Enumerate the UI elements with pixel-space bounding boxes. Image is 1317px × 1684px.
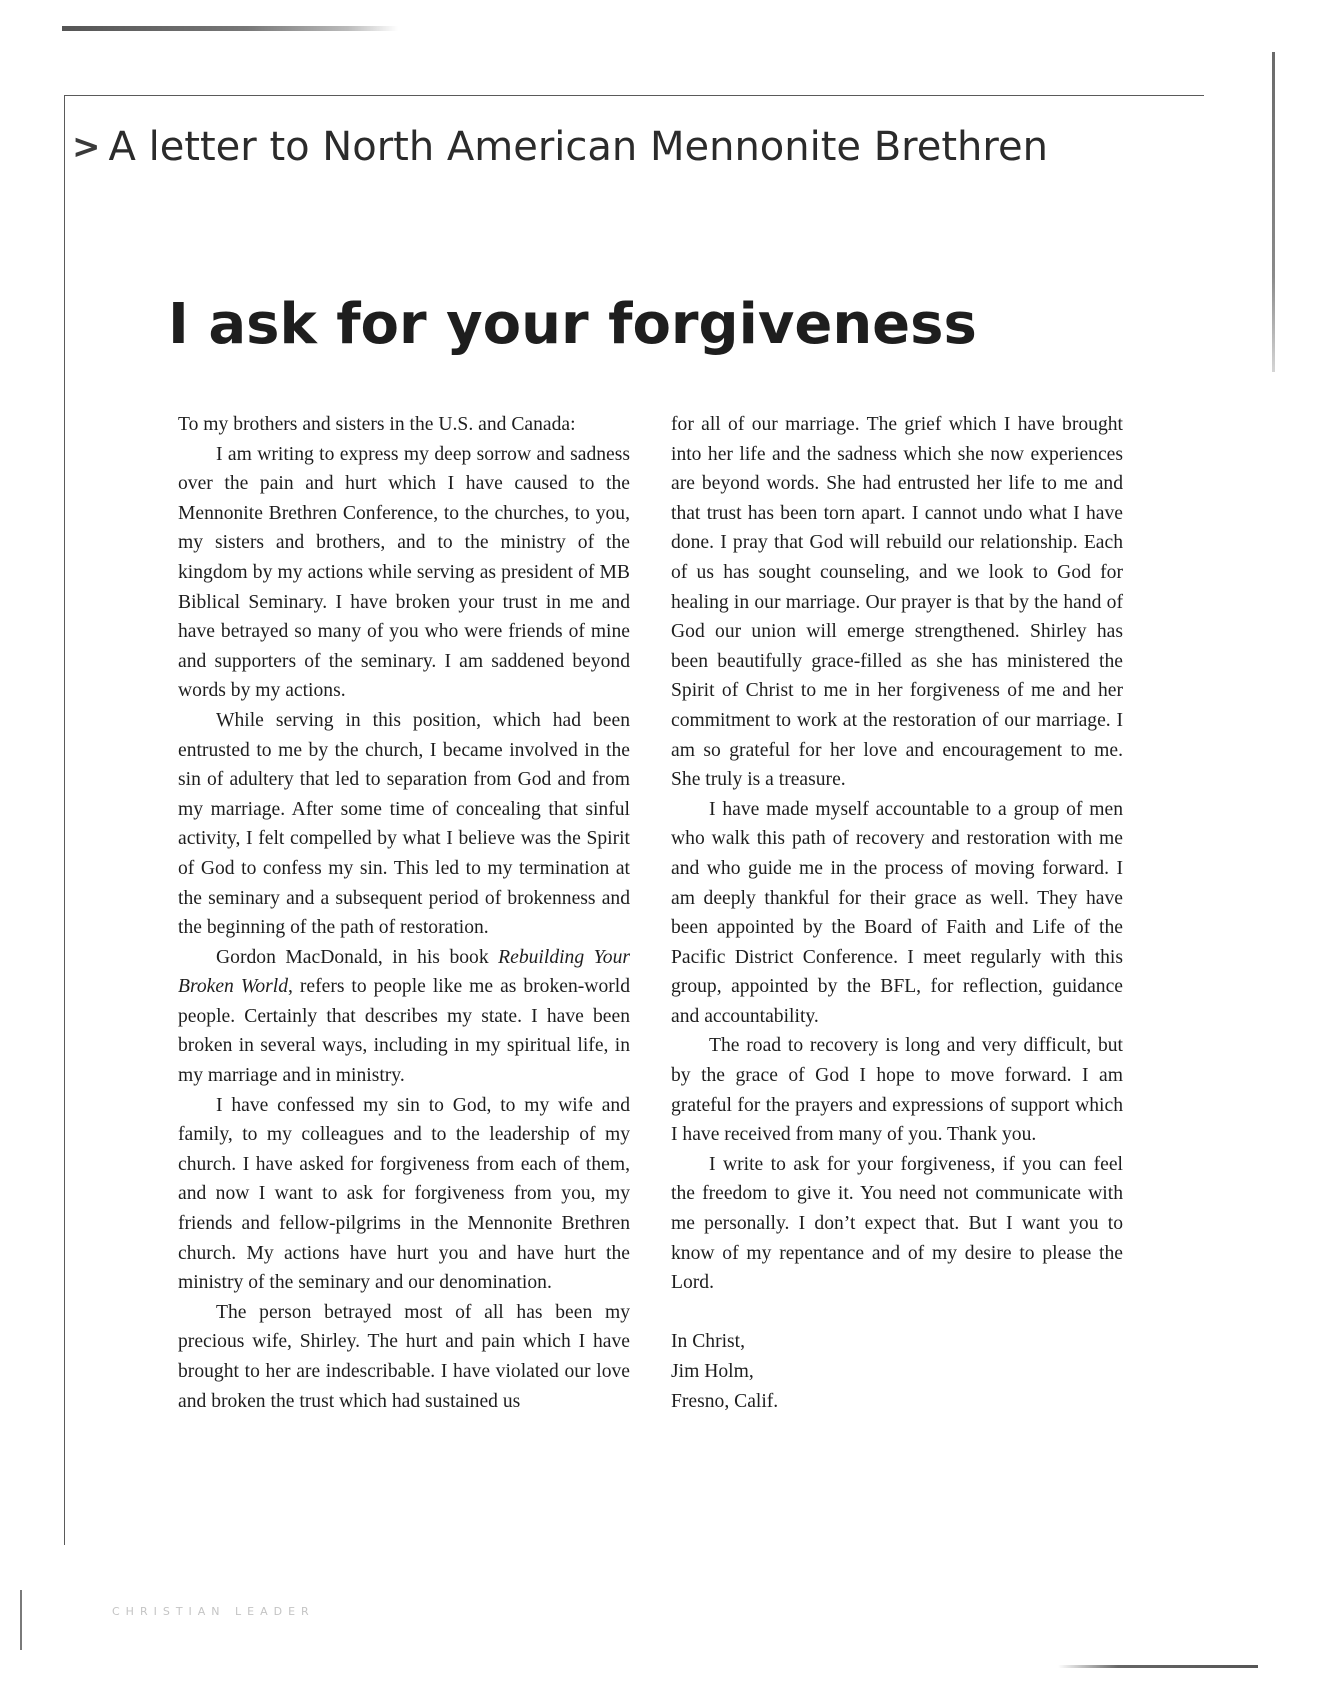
letter-column-right	[671, 410, 1123, 1416]
letter-salutation: To my brothers and sisters in the U.S. and Canada:	[178, 414, 576, 435]
frame-rule-left	[64, 95, 65, 1545]
letter-column-left	[178, 410, 630, 1416]
letter-paragraph: Gordon MacDonald, in his book Rebuilding Your Broken World, refers to people like me as broken-world people. Certainly that describes my state. I have been broken in several ways, including in my spiritual life, in my marriage and in ministry.	[178, 946, 631, 1087]
scan-edge-top	[62, 26, 398, 31]
signature-name: Jim Holm,	[671, 1361, 754, 1382]
letter-paragraph: I write to ask for your forgiveness, if you can feel the freedom to give it. You need not communicate with me personally. I don’t expect that. But I want you to know of my repentance and of my desire to please the Lord.	[671, 1153, 1123, 1294]
scan-edge-right	[1272, 52, 1275, 372]
letter-paragraph: I am writing to express my deep sorrow and sadness over the pain and hurt which I have caused to the Mennonite Brethren Conference, to the churches, to you, my sisters and brothers, and to the ministry of the kingdom by my actions while serving as president of MB Biblical Seminary. I have broken your trust in me and have betrayed so many of you who were friends of mine and supporters of the seminary. I am saddened beyond words by my actions.	[178, 443, 630, 702]
frame-rule-top	[64, 95, 1204, 96]
scan-edge-bottom	[1058, 1665, 1258, 1668]
section-title: A letter to North American Mennonite Brethren	[108, 124, 1048, 170]
section-header	[72, 120, 1072, 174]
arrow-icon: >	[72, 127, 101, 167]
letter-signature	[671, 1327, 1123, 1416]
letter-paragraph: I have confessed my sin to God, to my wife and family, to my colleagues and to the leadership of my church. I have asked for forgiveness from each of them, and now I want to ask for forgiveness from you, my friends and fellow-pilgrims in the Mennonite Brethren church. My actions have hurt you and have hurt the ministry of the seminary and our denomination.	[178, 1094, 630, 1294]
letter-paragraph: While serving in this position, which had been entrusted to me by the church, I became involved in the sin of adultery that led to separation from God and from my marriage. After some time of concealing that sinful activity, I felt compelled by what I believe was the Spirit of God to confess my sin. This led to my termination at the seminary and a subsequent period of brokenness and the beginning of the path of restoration.	[178, 709, 630, 939]
book-title: Rebuilding Your Broken World	[178, 946, 630, 998]
letter-paragraph-continued: for all of our marriage. The grief which I have brought into her life and the sadness which she now experiences are beyond words. She had entrusted her life to me and that trust has been torn apart. I cannot undo what I have done. I pray that God will rebuild our relationship. Each of us has sought counseling, and we look to God for healing in our marriage. Our prayer is that by the hand of God our union will emerge strengthened. Shirley has been beautifully grace-filled as she has ministered the Spirit of Christ to me in her forgiveness of me and her commitment to work at the restoration of our marriage. I am so grateful for her love and encouragement to me. She truly is a treasure.	[671, 414, 1123, 791]
article-headline: I ask for your forgiveness	[168, 292, 977, 357]
signature-location: Fresno, Calif.	[671, 1390, 779, 1412]
footer-publication-name: CHRISTIAN LEADER	[112, 1605, 315, 1618]
letter-paragraph: I have made myself accountable to a group of men who walk this path of recovery and restoration with me and who guide me in the process of moving forward. I am deeply thankful for their grace as well. They have been appointed by the Board of Faith and Life of the Pacific District Conference. I meet regularly with this group, appointed by the BFL, for reflection, guidance and accountability.	[671, 798, 1123, 1027]
scan-mark-bottom-left	[20, 1590, 22, 1650]
letter-paragraph: The person betrayed most of all has been my precious wife, Shirley. The hurt and pain which I have brought to her are indescribable. I have violated our love and broken the trust which had sustained us	[178, 1301, 630, 1412]
letter-paragraph: The road to recovery is long and very difficult, but by the grace of God I hope to move forward. I am grateful for the prayers and expressions of support which I have received from many of you. Thank you.	[671, 1035, 1123, 1146]
signature-closing: In Christ,	[671, 1331, 746, 1353]
